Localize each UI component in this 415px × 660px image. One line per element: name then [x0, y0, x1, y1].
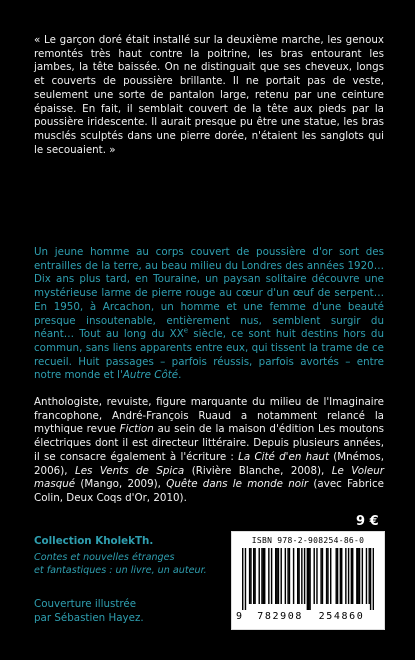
barcode-bar	[289, 548, 290, 604]
bio-book-4-info: (avec Fabrice Colin, Deux Coqs d'Or, 2010).	[34, 478, 384, 504]
barcode-bar	[320, 548, 321, 604]
cover-credit-line2: par Sébastien Hayez.	[34, 611, 144, 624]
price-label: 9 €	[356, 514, 379, 529]
author-bio	[34, 396, 384, 506]
barcode-bar	[362, 548, 363, 604]
barcode-bar	[276, 548, 277, 604]
cover-credit	[34, 598, 224, 625]
book-summary	[34, 246, 384, 383]
barcode-bar	[245, 548, 246, 610]
summary-text-part1: Un jeune homme au corps couvert de poussière d'or sort des entrailles de la terre, au beau milieu du Londres des années 1920… Dix ans plus tard, en Touraine, un paysan solitaire découvre une mystérieuse larme de pierre rouge au cœur d'un œuf de serpent… En 1950, à Arcachon, un homme et une femme d'une beauté presque insoutenable, entièrement nus, semblent surgir du néant… Tout au long du XX	[34, 246, 384, 341]
bio-book-3-info: (Mango, 2009),	[75, 478, 167, 491]
bio-book-2-info: (Rivière Blanche, 2008),	[184, 464, 332, 477]
barcode-bar	[316, 548, 317, 604]
barcode-bar	[293, 548, 294, 604]
collection-tagline-line2: et fantastiques : un livre, un auteur.	[34, 564, 207, 576]
summary-text-part2: siècle, ce sont huit destins hors du commun, sans liens apparents entre eux, qui tissent la trame de ce recueil. Huit passages – parfois réussis, parfois avortés – entre notre monde et l'	[34, 328, 384, 382]
barcode-bar	[351, 548, 352, 604]
barcode-bar	[307, 548, 308, 610]
barcode-bar	[366, 548, 367, 604]
barcode-icon	[242, 548, 374, 610]
excerpt-quote	[34, 34, 384, 157]
ean-first: 9	[236, 611, 244, 622]
summary-century-sup: e	[183, 326, 189, 335]
barcode-bar	[348, 548, 349, 604]
bio-text-2: au sein de la maison d'édition Les moutons électriques dont il est directeur littéraire. Depuis plusieurs années, il se consacre également à l'écriture :	[34, 423, 384, 463]
barcode-bar	[370, 548, 371, 610]
ean-digits	[236, 611, 380, 622]
barcode-bar	[309, 548, 310, 610]
collection-tagline	[34, 552, 224, 577]
collection-tagline-line1: Contes et nouvelles étranges	[34, 552, 175, 563]
collection-name: Collection KholekTh.	[34, 535, 154, 547]
barcode-bar	[285, 548, 286, 604]
barcode-bar	[326, 548, 327, 604]
barcode-bar	[341, 548, 342, 604]
barcode-bar	[327, 548, 328, 604]
barcode-bar	[369, 548, 370, 604]
barcode-bar	[352, 548, 353, 604]
collection-info	[34, 534, 224, 577]
barcode-bar	[264, 548, 265, 604]
barcode-bar	[263, 548, 264, 604]
bio-book-1-info: (Mnémos, 2006),	[34, 450, 384, 477]
barcode-bar	[304, 548, 305, 604]
barcode-bar	[253, 548, 254, 604]
barcode-bar	[359, 548, 360, 604]
bio-book-2: Les Vents de Spica	[74, 464, 185, 477]
barcode-bar	[297, 548, 298, 604]
excerpt-quote-text: « Le garçon doré était installé sur la deuxième marche, les genoux remontés très haut contre la poitrine, les bras entourant les jambes, la tête baissée. On ne distinguait que ses cheveux, longs et couverts de poussière brillante. Il ne portait pas de veste, seulement une sorte de pantalon large, retenu par une ceinture épaisse. En fait, il semblait couvert de la tête aux pieds par la poussière iridescente. Il aurait presque pu être une statue, les bras musclés sculptés dans une pierre dorée, n'étaient les sanglots qui le secouaient. »	[34, 34, 384, 156]
bio-text-1: Anthologiste, revuiste, figure marquante du milieu de l'Imaginaire francophone, André-François Ruaud a notamment relancé la mythique revue	[34, 396, 384, 436]
cover-credit-line1: Couverture illustrée	[34, 598, 137, 610]
bio-fiction: Fiction	[119, 423, 154, 436]
ean-right: 254860	[318, 611, 365, 622]
barcode-bar	[271, 548, 272, 604]
barcode-bar	[356, 548, 357, 604]
barcode-bar	[281, 548, 282, 604]
barcode-bar	[314, 548, 315, 604]
barcode-bar	[254, 548, 255, 604]
barcode-bar	[268, 548, 269, 604]
ean-left: 782908	[257, 611, 303, 622]
barcode-bar	[330, 548, 331, 604]
bio-book-1: La Cité d'en haut	[238, 450, 329, 463]
summary-end: .	[178, 369, 182, 382]
bio-book-3: Le Voleur masqué	[34, 464, 384, 491]
barcode-bar	[249, 548, 250, 604]
barcode-bar	[358, 548, 359, 604]
barcode-bar	[278, 548, 279, 604]
barcode-bar	[336, 548, 337, 604]
isbn-label: ISBN 978-2-908254-86-0	[251, 536, 365, 545]
barcode-bar	[373, 548, 374, 610]
barcode-bar	[298, 548, 299, 604]
barcode-bar	[308, 548, 309, 610]
barcode-bar	[259, 548, 260, 604]
barcode-bar	[322, 548, 323, 604]
barcode-box	[231, 531, 385, 630]
barcode-bar	[250, 548, 251, 604]
barcode-bar	[301, 548, 302, 604]
summary-autre-cote: Autre Côté	[122, 369, 179, 382]
barcode-bar	[261, 548, 262, 604]
barcode-bar	[337, 548, 338, 604]
barcode-bar	[275, 548, 276, 604]
barcode-bar	[345, 548, 346, 604]
barcode-bar	[287, 548, 288, 604]
bio-book-4: Quête dans le monde noir	[166, 478, 309, 491]
barcode-bar	[242, 548, 243, 610]
barcode-bar	[340, 548, 341, 604]
